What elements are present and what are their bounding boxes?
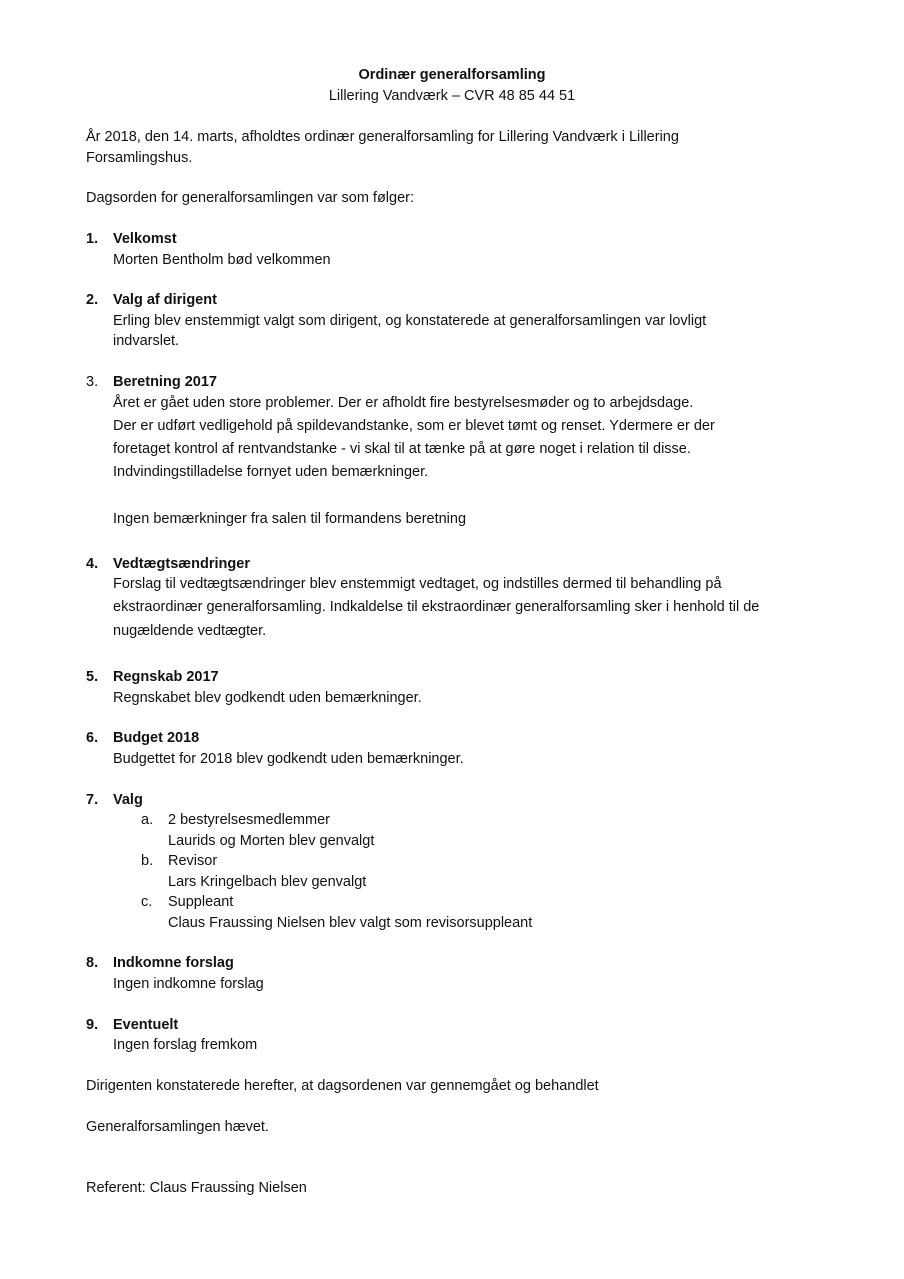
- sub-item-detail: Claus Fraussing Nielsen blev valgt som revisorsuppleant: [168, 915, 533, 931]
- document-subtitle: Lillering Vandværk – CVR 48 85 44 51: [328, 88, 576, 104]
- item-text: nugældende vedtægter.: [113, 623, 267, 639]
- item-text: Morten Bentholm bød velkommen: [113, 252, 331, 268]
- item-number: 7.: [86, 792, 99, 808]
- item-heading: Budget 2018: [113, 730, 200, 746]
- item-text: Budgettet for 2018 blev godkendt uden bemærkninger.: [113, 751, 464, 767]
- closing-line: Generalforsamlingen hævet.: [86, 1119, 269, 1135]
- item-number: 2.: [86, 292, 99, 308]
- item-number: 5.: [86, 669, 99, 685]
- item-number: 6.: [86, 730, 99, 746]
- item-number: 8.: [86, 955, 99, 971]
- sub-item-letter: a.: [141, 812, 154, 828]
- item-number: 4.: [86, 556, 99, 572]
- sub-item-detail: Laurids og Morten blev genvalgt: [168, 833, 375, 849]
- item-text: ekstraordinær generalforsamling. Indkaldelse til ekstraordinær generalforsamling sker i henhold til de: [113, 599, 760, 615]
- item-text: Erling blev enstemmigt valgt som dirigent, og konstaterede at generalforsamlingen var lovligt: [113, 313, 707, 329]
- item-heading: Beretning 2017: [113, 374, 217, 390]
- sub-item-letter: b.: [141, 853, 154, 869]
- item-heading: Vedtægtsændringer: [113, 556, 250, 572]
- item-heading: Regnskab 2017: [113, 669, 219, 685]
- referent-line: Referent: Claus Fraussing Nielsen: [86, 1180, 307, 1196]
- item-heading: Valg: [113, 792, 143, 808]
- item-text: Der er udført vedligehold på spildevandstanke, som er blevet tømt og renset. Ydermere er der: [113, 418, 715, 434]
- item-text: Forslag til vedtægtsændringer blev enstemmigt vedtaget, og indstilles dermed til behandling på: [113, 576, 722, 592]
- item-text: Regnskabet blev godkendt uden bemærkninger.: [113, 690, 422, 706]
- item-heading: Valg af dirigent: [113, 292, 217, 308]
- item-heading: Eventuelt: [113, 1017, 179, 1033]
- item-text: Ingen bemærkninger fra salen til formandens beretning: [113, 511, 467, 527]
- sub-item-title: 2 bestyrelsesmedlemmer: [168, 812, 330, 828]
- sub-item-detail: Lars Kringelbach blev genvalgt: [168, 874, 367, 890]
- intro-line: År 2018, den 14. marts, afholdtes ordinær generalforsamling for Lillering Vandværk i Lillering: [86, 129, 679, 145]
- document-title: Ordinær generalforsamling: [358, 67, 546, 83]
- item-number: 3.: [86, 374, 99, 390]
- item-text: Ingen forslag fremkom: [113, 1037, 258, 1053]
- sub-item-letter: c.: [141, 894, 153, 910]
- item-text: indvarslet.: [113, 333, 180, 349]
- item-text: Indvindingstilladelse fornyet uden bemærkninger.: [113, 464, 429, 480]
- item-text: Året er gået uden store problemer. Der er afholdt fire bestyrelsesmøder og to arbejdsdage.: [113, 395, 694, 411]
- agenda-intro: Dagsorden for generalforsamlingen var som følger:: [86, 190, 415, 206]
- sub-item-title: Revisor: [168, 853, 218, 869]
- item-heading: Velkomst: [113, 231, 177, 247]
- item-text: foretaget kontrol af rentvandstanke - vi skal til at tænke på at gøre noget i relation til disse.: [113, 441, 691, 457]
- sub-item-title: Suppleant: [168, 894, 234, 910]
- item-number: 9.: [86, 1017, 99, 1033]
- closing-line: Dirigenten konstaterede herefter, at dagsordenen var gennemgået og behandlet: [86, 1078, 599, 1094]
- item-text: Ingen indkomne forslag: [113, 976, 264, 992]
- item-number: 1.: [86, 231, 99, 247]
- intro-line: Forsamlingshus.: [86, 150, 193, 166]
- item-heading: Indkomne forslag: [113, 955, 234, 971]
